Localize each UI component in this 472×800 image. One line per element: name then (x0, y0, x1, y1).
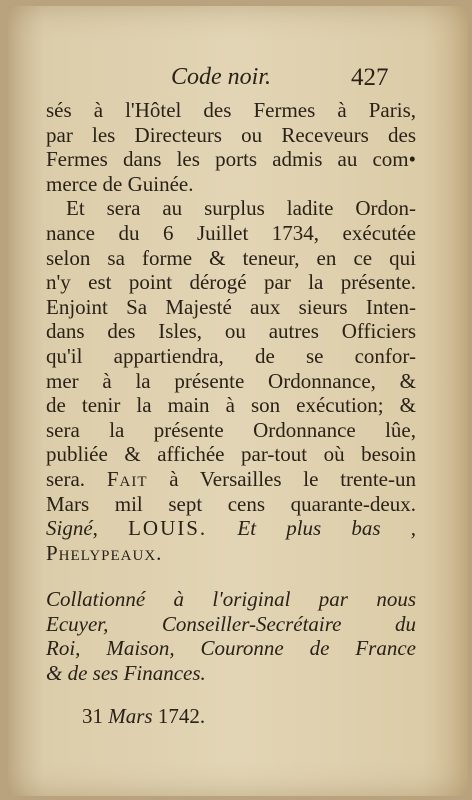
text-line-fait (46, 467, 416, 492)
date-day: 31 (82, 703, 109, 728)
text-line: Enjoint Sa Majesté aux sieurs Inten- (46, 294, 416, 319)
text-line: qu'il appartiendra, de se confor- (46, 343, 416, 368)
paragraph-2 (46, 196, 416, 565)
collation-block (46, 587, 416, 685)
text-line: sera la présente Ordonnance lûe, (46, 417, 416, 442)
page-text (46, 64, 416, 729)
text-line: Ecuyer, Conseiller-Secrétaire du (46, 611, 416, 636)
running-header (46, 64, 416, 98)
page-number: 427 (351, 64, 389, 91)
text-line: Roi, Maison, Couronne de France (46, 636, 416, 661)
text-line: mer à la présente Ordonnance, & (46, 368, 416, 393)
text-span: à Versailles le trente-un (147, 466, 416, 491)
fait-word: Fait (106, 466, 148, 491)
book-page (8, 6, 468, 796)
date-line (82, 704, 416, 729)
text-span: sera. (46, 466, 107, 491)
text-line: Et sera au surplus ladite Ordon- (66, 196, 416, 221)
text-line: n'y est point dérogé par la présente. (46, 270, 416, 295)
text-line: par les Directeurs ou Receveurs des (46, 122, 416, 147)
text-line: dans des Isles, ou autres Officiers (46, 319, 416, 344)
signature-line (46, 516, 416, 541)
spacer (46, 565, 416, 587)
text-line: sés à l'Hôtel des Fermes à Paris, (46, 98, 416, 122)
phelypeaux-signature: Phelypeaux. (46, 540, 163, 565)
plus-bas: Et plus bas , (207, 516, 417, 541)
paragraph-1 (46, 98, 416, 196)
text-line: merce de Guinée. (46, 171, 194, 196)
text-line: Mars mil sept cens quarante-deux. (46, 491, 416, 516)
text-line: Collationné à l'original par nous (46, 587, 416, 612)
date-year: 1742. (152, 703, 206, 728)
text-line: Fermes dans les ports admis au com• (46, 147, 416, 172)
text-line: de tenir la main à son exécution; & (46, 393, 416, 418)
running-title: Code noir. (171, 64, 272, 90)
text-line: selon sa forme & teneur, en ce qui (46, 245, 416, 270)
date-month: Mars (108, 703, 153, 728)
text-line: & de ses Finances. (46, 661, 206, 686)
louis-signature: LOUIS. (128, 516, 208, 541)
text-line: nance du 6 Juillet 1734, exécutée (46, 220, 416, 245)
signe-word: Signé (46, 516, 93, 541)
text-span: , (92, 516, 129, 541)
spacer (46, 686, 416, 704)
text-line: publiée & affichée par-tout où besoin (46, 442, 416, 467)
